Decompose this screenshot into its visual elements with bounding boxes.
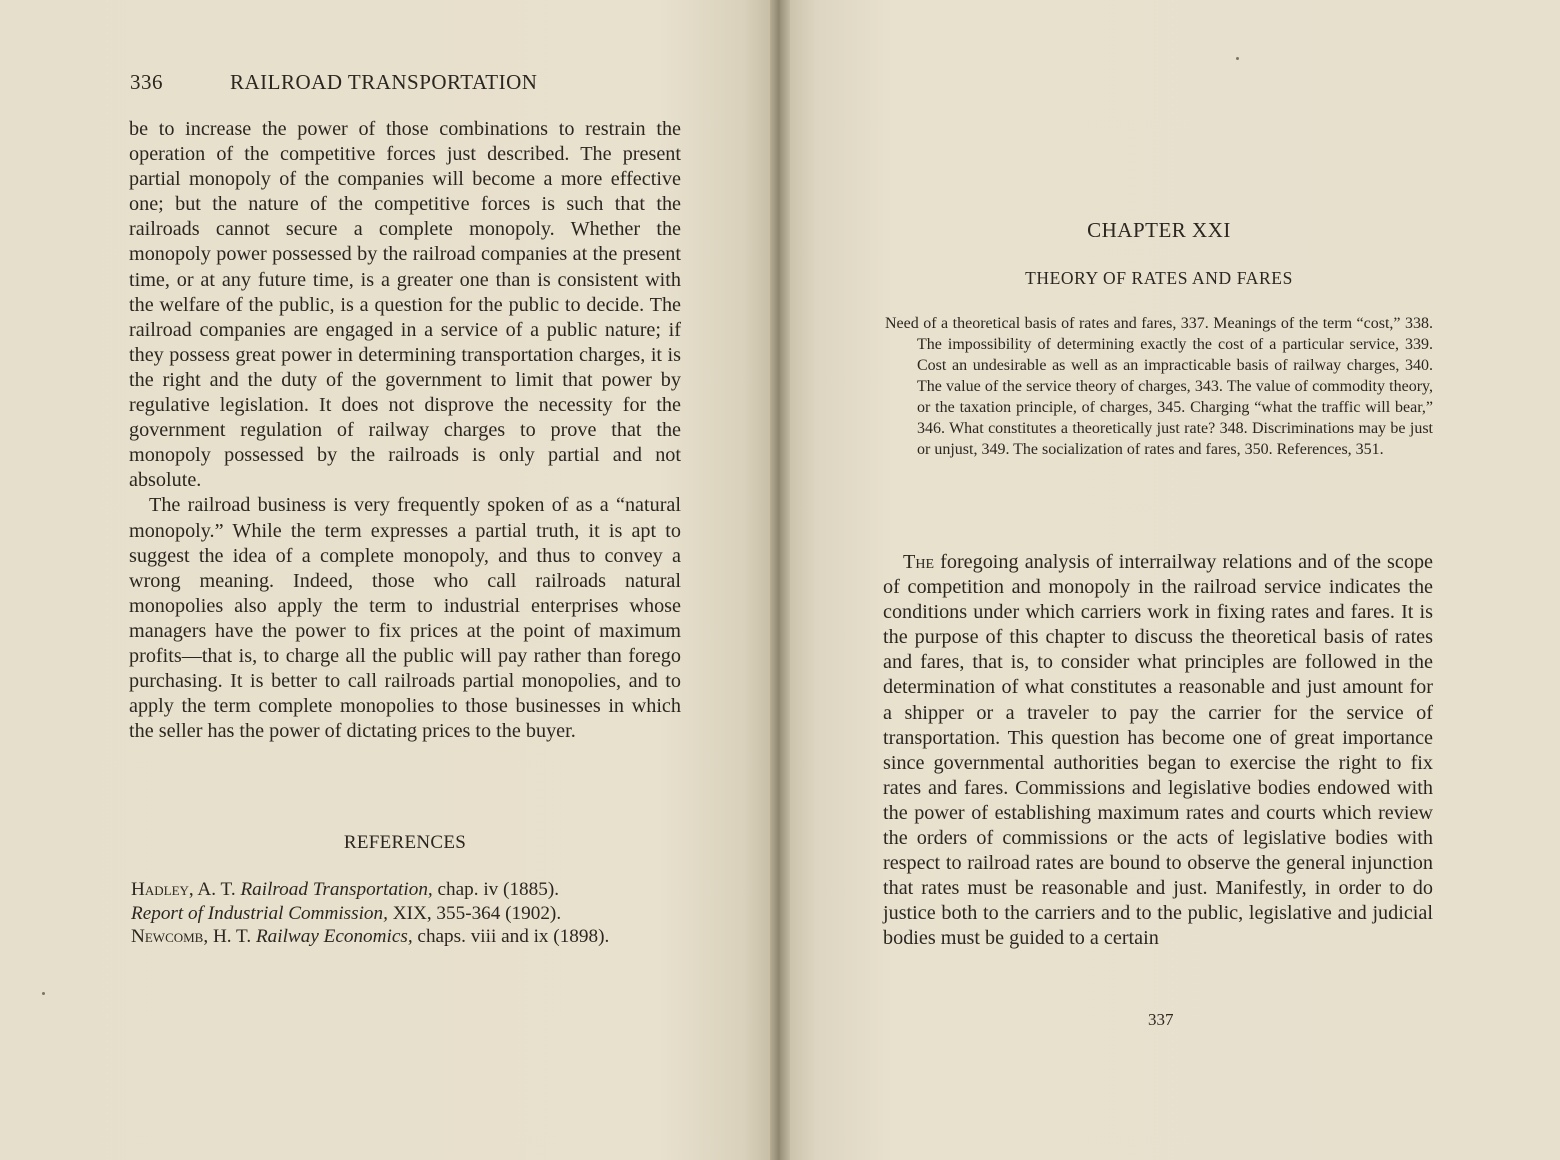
left-body-text <box>129 117 681 744</box>
chapter-synopsis: Need of a theoretical basis of rates and fares, 337. Meanings of the term “cost,” 338. The impossibility of determining exactly the cost of a particular service, 339. Cost an undesirable as well as an impracticable basis of railway charges, 340. The value of the service theory of charges, 343. The value of commodity theory, or the taxation principle, of charges, 345. Charging “what the traffic will bear,” 346. What constitutes a theoretically just rate? 348. Discriminations may be just or unjust, 349. The socialization of rates and fares, 350. References, 351. <box>885 315 1433 458</box>
left-paragraph-1: be to increase the power of those combinations to restrain the operation of the competitive forces just described. The present partial monopoly of the companies will become a more effective one; but the nature of the competitive forces is such that the railroads cannot secure a complete monopoly. Whether the monopoly power possessed by the railroad companies at the present time, or at any future time, is a greater one than is consistent with the welfare of the public, is a question for the public to decide. The railroad companies are engaged in a service of a public nature; if they possess great power in determining transportation charges, it is the right and the duty of the government to limit that power by regulative legislation. It does not disprove the necessity for the government regulation of railway charges to prove that the monopoly possessed by the railroads is only partial and not absolute. <box>129 118 681 492</box>
left-page-number: 336 <box>130 70 163 94</box>
running-head <box>130 70 690 95</box>
reference-title: Railroad Transportation, <box>240 879 433 900</box>
reference-item <box>131 925 691 949</box>
right-body-text <box>883 550 1433 952</box>
left-paragraph-2: The railroad business is very frequently spoken of as a “natural monopoly.” While the term expresses a partial truth, it is apt to suggest the idea of a complete monopoly, and thus to convey a wrong meaning. Indeed, those who call railroads natural monopolies also apply the term to industrial enterprises whose managers have the power to fix prices at the point of maximum profits—that is, to charge all the public will pay rather than forego purchasing. It is better to call railroads partial monopolies, and to apply the term complete monopolies to those businesses in which the seller has the power of dictating prices to the buyer. <box>129 494 681 743</box>
references-heading: REFERENCES <box>343 832 467 853</box>
reference-details: XIX, 355-364 (1902). <box>392 902 562 924</box>
reference-details: chap. iv (1885). <box>437 879 560 900</box>
right-page-number: 337 <box>1148 1010 1174 1029</box>
reference-item <box>131 878 691 902</box>
reference-title: Report of Industrial Commission, <box>131 902 388 924</box>
book-gutter <box>770 0 790 1160</box>
reference-author: Newcomb, H. T. <box>131 926 252 947</box>
chapter-title: CHAPTER XXI <box>1087 218 1231 242</box>
lead-word: The <box>903 551 934 573</box>
reference-author: Hadley, A. T. <box>131 879 236 900</box>
right-paragraph-body: foregoing analysis of interrailway relations and of the scope of competition and monopoly in the railroad service indicates the conditions under which carriers work in fixing rates and fares. It is the purpose of this chapter to discuss the theoretical basis of rates and fares, that is, to consider what principles are followed in the determination of what constitutes a reasonable and just amount for a shipper or a traveler to pay the carrier for the service of transportation. This question has become one of great importance since governmental authorities began to exercise the right to fix rates and fares. Commissions and legislative bodies endowed with the power of establishing maximum rates and courts which review the orders of commissions or the acts of legislative bodies with respect to railroad rates are bound to observe the general injunction that rates must be reasonable and just. Manifestly, in order to do justice both to the carriers and to the public, legislative and judicial bodies must be guided to a certain <box>883 551 1434 950</box>
reference-item <box>131 902 691 926</box>
running-head-title: RAILROAD TRANSPORTATION <box>230 70 538 94</box>
paper-speck <box>1236 57 1239 60</box>
paper-speck <box>42 992 45 995</box>
reference-details: chaps. viii and ix (1898). <box>417 926 610 947</box>
right-paragraph-1 <box>883 550 1433 952</box>
references-list <box>131 878 691 949</box>
chapter-subtitle: THEORY OF RATES AND FARES <box>1025 268 1293 288</box>
reference-title: Railway Economics, <box>255 926 413 947</box>
